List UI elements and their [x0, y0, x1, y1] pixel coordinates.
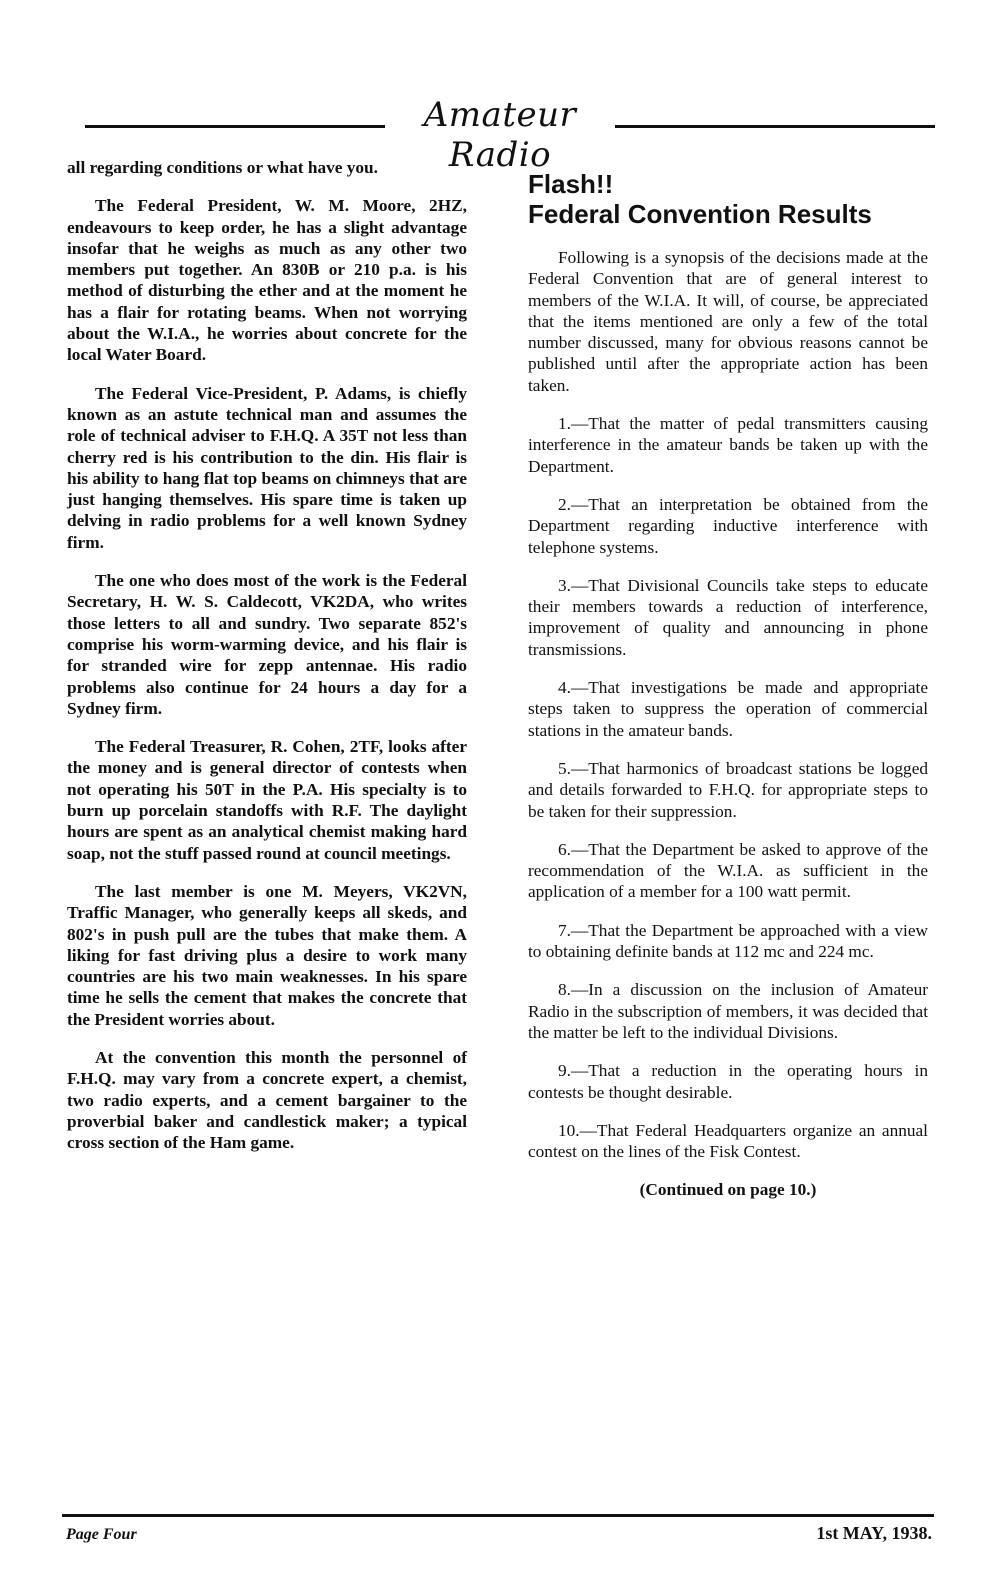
- right-column: [528, 157, 928, 1218]
- left-column: [67, 157, 467, 1170]
- masthead-title: Amateur Radio: [423, 95, 577, 175]
- resolution-item: 9.—That a reduction in the operating hours in contests be thought desirable.: [528, 1061, 928, 1102]
- paragraph-federal-treasurer: The Federal Treasurer, R. Cohen, 2TF, looks after the money and is general director of contests when not operating his 50T in the P.A. His specialty is to burn up porcelain standoffs with R.F. The daylight hours are spent as an analytical chemist making hard soap, not the stuff passed round at council meetings.: [67, 737, 467, 863]
- paragraph-vice-president: The Federal Vice-President, P. Adams, is chiefly known as an astute technical man and assumes the role of technical adviser to F.H.Q. A 35T not less than cherry red is his contribution to the din. His flair is his ability to hang flat top beams on chimneys that are just hanging themselves. His spare time is taken up delving in radio problems for a well known Sydney firm.: [67, 383, 467, 552]
- article-intro: Following is a synopsis of the decisions made at the Federal Convention that are of general interest to members of the W.I.A. It will, of course, be appreciated that the items mentioned are only a few of the total number discussed, many for obvious reasons cannot be published until after the appropriate action has been taken.: [528, 248, 928, 395]
- page-number-label: Page Four: [66, 1526, 137, 1543]
- article-headline: [528, 169, 928, 229]
- resolution-item: 6.—That the Department be asked to approve of the recommendation of the W.I.A. as sufficient in the application of a member for a 100 watt permit.: [528, 839, 928, 902]
- masthead-rule-right: [615, 125, 935, 128]
- resolution-item: 5.—That harmonics of broadcast stations be logged and details forwarded to F.H.Q. for appropriate steps to be taken for their suppression.: [528, 758, 928, 821]
- resolution-item: 10.—That Federal Headquarters organize an annual contest on the lines of the Fisk Contest.: [528, 1120, 928, 1162]
- masthead-rule-left: [85, 125, 385, 128]
- paragraph-federal-secretary: The one who does most of the work is the Federal Secretary, H. W. S. Caldecott, VK2DA, who writes those letters to all and sundry. Two separate 852's comprise his worm-warming device, and his flair is for stranded wire for zepp antennae. His radio problems also continue for 24 hours a day for a Sydney firm.: [67, 571, 467, 718]
- paragraph-traffic-manager: The last member is one M. Meyers, VK2VN, Traffic Manager, who generally keeps all skeds, and 802's in push pull are the tubes that make them. A liking for fast driving plus a desire to work many countries are his two main weaknesses. In his spare time he sells the cement that makes the concrete that the President worries about.: [67, 881, 467, 1029]
- paragraph-continuation: all regarding conditions or what have you.: [67, 158, 378, 177]
- headline-title: Federal Convention Results: [528, 199, 872, 229]
- resolution-item: 3.—That Divisional Councils take steps to educate their members towards a reduction of interference, improvement of quality and announcing in phone transmissions.: [528, 575, 928, 659]
- resolution-item: 2.—That an interpretation be obtained from the Department regarding inductive interference with telephone systems.: [528, 494, 928, 557]
- issue-date: 1st MAY, 1938.: [816, 1523, 932, 1543]
- paragraph-convention-personnel: At the convention this month the personnel of F.H.Q. may vary from a concrete expert, a chemist, two radio experts, and a cement bargainer to the proverbial baker and candlestick maker; a typical cross section of the Ham game.: [67, 1047, 467, 1153]
- paragraph-federal-president: The Federal President, W. M. Moore, 2HZ, endeavours to keep order, he has a slight advantage insofar that he weighs as much as any other two members put together. An 830B or 210 p.a. is his method of disturbing the ether and at the moment he has a flair for rotating beams. When not worrying about the W.I.A., he worries about concrete for the local Water Board.: [67, 196, 467, 365]
- headline-flash: Flash!!: [528, 169, 614, 199]
- continued-notice: (Continued on page 10.): [639, 1180, 817, 1200]
- footer-rule: [62, 1514, 934, 1517]
- resolution-item: 1.—That the matter of pedal transmitters causing interference in the amateur bands be taken up with the Department.: [528, 414, 928, 476]
- resolution-item: 7.—That the Department be approached with a view to obtaining definite bands at 112 mc and 224 mc.: [528, 920, 928, 962]
- resolution-item: 8.—In a discussion on the inclusion of Amateur Radio in the subscription of members, it was decided that the matter be left to the individual Divisions.: [528, 980, 928, 1042]
- resolution-item: 4.—That investigations be made and appropriate steps taken to suppress the operation of commercial stations in the amateur bands.: [528, 678, 928, 740]
